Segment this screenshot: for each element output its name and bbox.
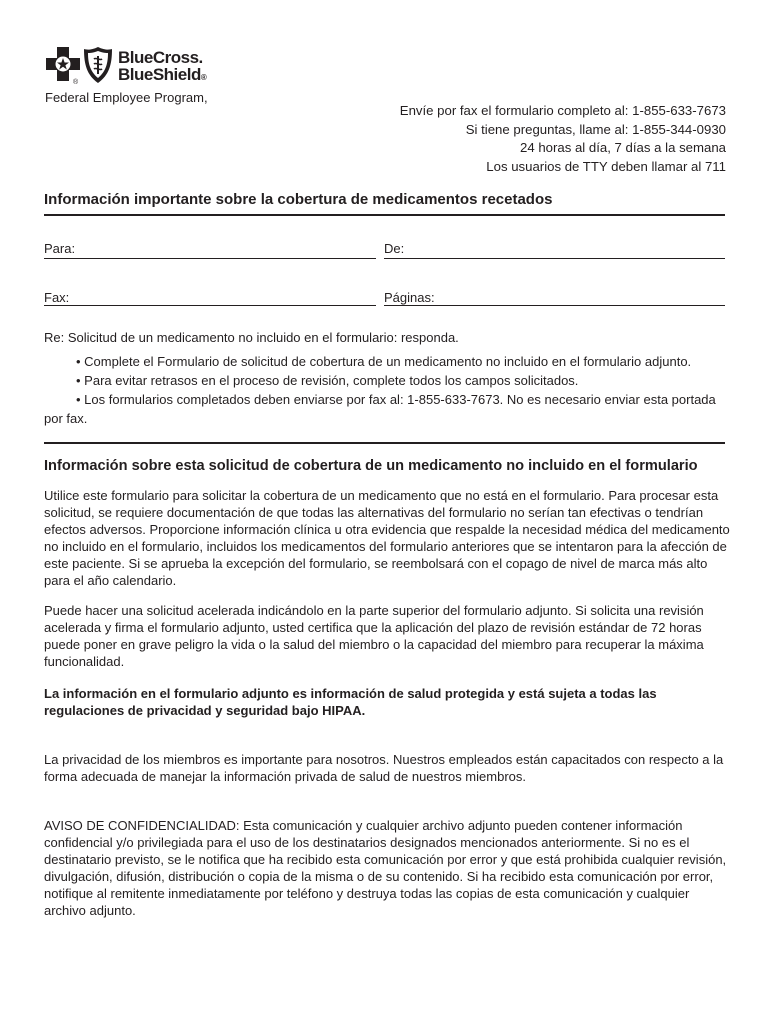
list-item: • Para evitar retrasos en el proceso de revisión, complete todos los campos solicitados. [76,373,579,388]
re-line: Re: Solicitud de un medicamento no incluido en el formulario: responda. [44,330,459,345]
tty-line: Los usuarios de TTY deben llamar al 711 [486,159,726,175]
hours-line: 24 horas al día, 7 días a la semana [519,140,726,156]
instructions-list [44,352,734,428]
fax-field[interactable] [44,305,376,306]
program-name: Federal Employee Program, [45,90,208,105]
section-divider [44,214,725,216]
registered-mark: ® [73,79,79,86]
fax-number-line: Envíe por fax el formulario completo al: 1-855-633-7673 [399,103,726,118]
para-label: Para: [44,241,76,256]
section-title-request-info: Información sobre esta solicitud de cobertura de un medicamento no incluido en el formulario [44,458,698,474]
blue-shield-icon [83,47,113,83]
logo-wordmark [118,49,206,86]
blue-cross-icon [46,47,80,81]
section-divider [44,442,725,444]
logo-line-1: BlueCross. [118,48,203,67]
de-field[interactable] [384,258,725,259]
phone-number-line: Si tiene preguntas, llame al: 1-855-344-0930 [465,121,726,137]
paginas-field[interactable] [384,305,725,306]
list-item: • Complete el Formulario de solicitud de cobertura de un medicamento no incluido en el formulario adjunto. [76,354,692,369]
paragraph-expedited: Puede hacer una solicitud acelerada indicándolo en la parte superior del formulario adjunto. Si solicita una revisión acelerada y firma el formulario adjunto, usted certifica que la aplicación del plazo de revisión estándar de 72 horas puede poner en grave peligro la vida o la salud del miembro o la capacidad del miembro para recuperar la máxima funcionalidad. [44,603,704,669]
paragraph-usage: Utilice este formulario para solicitar la cobertura de un medicamento que no está en el formulario. Para procesar esta solicitud, se requiere documentación de que todas las alternativas del formulario no serían tan efectivas o tendrían efectos adversos. Proporcione información clínica u otra evidencia que respalde la necesidad médica del medicamento no incluido en el formulario, incluidos los medicamentos del formulario anteriores que se intentaron para la afección de este paciente. Si se aprueba la excepción del formulario, se reembolsará con el copago de nivel de marca más alto para el año calendario. [44,488,730,588]
fax-label: Fax: [44,290,70,305]
de-label: De: [384,241,405,256]
section-title-coverage: Información importante sobre la cobertura de medicamentos recetados [44,191,553,208]
paragraph-hipaa: La información en el formulario adjunto es información de salud protegida y está sujeta a todas las regulaciones de privacidad y seguridad bajo HIPAA. [44,686,657,718]
logo-line-2: BlueShield® [118,65,207,84]
paragraph-privacy: La privacidad de los miembros es importante para nosotros. Nuestros empleados están capacitados con respecto a la forma adecuada de manejar la información privada de salud de nuestros miembros. [44,752,724,784]
list-item: • Los formularios completados deben enviarse por fax al: 1-855-633-7673. No es necesario enviar esta portada por fax. [44,392,716,426]
paginas-label: Páginas: [384,290,435,305]
contact-info [400,102,726,177]
paragraph-confidentiality: AVISO DE CONFIDENCIALIDAD: Esta comunicación y cualquier archivo adjunto pueden contener información confidencial y/o privilegiada para el uso de los destinatarios designados mencionados anteriormente. Si no es el destinatario previsto, se le notifica que ha recibido esta comunicación por error y que está prohibida cualquier revisión, divulgación, difusión, distribución o copia de la misma o de su contenido. Si ha recibido esta comunicación por error, notifique al remitente inmediatamente por teléfono y destruya todas las copias de esta comunicación y cualquier archivo adjunto. [44,818,727,918]
para-field[interactable] [44,258,376,259]
